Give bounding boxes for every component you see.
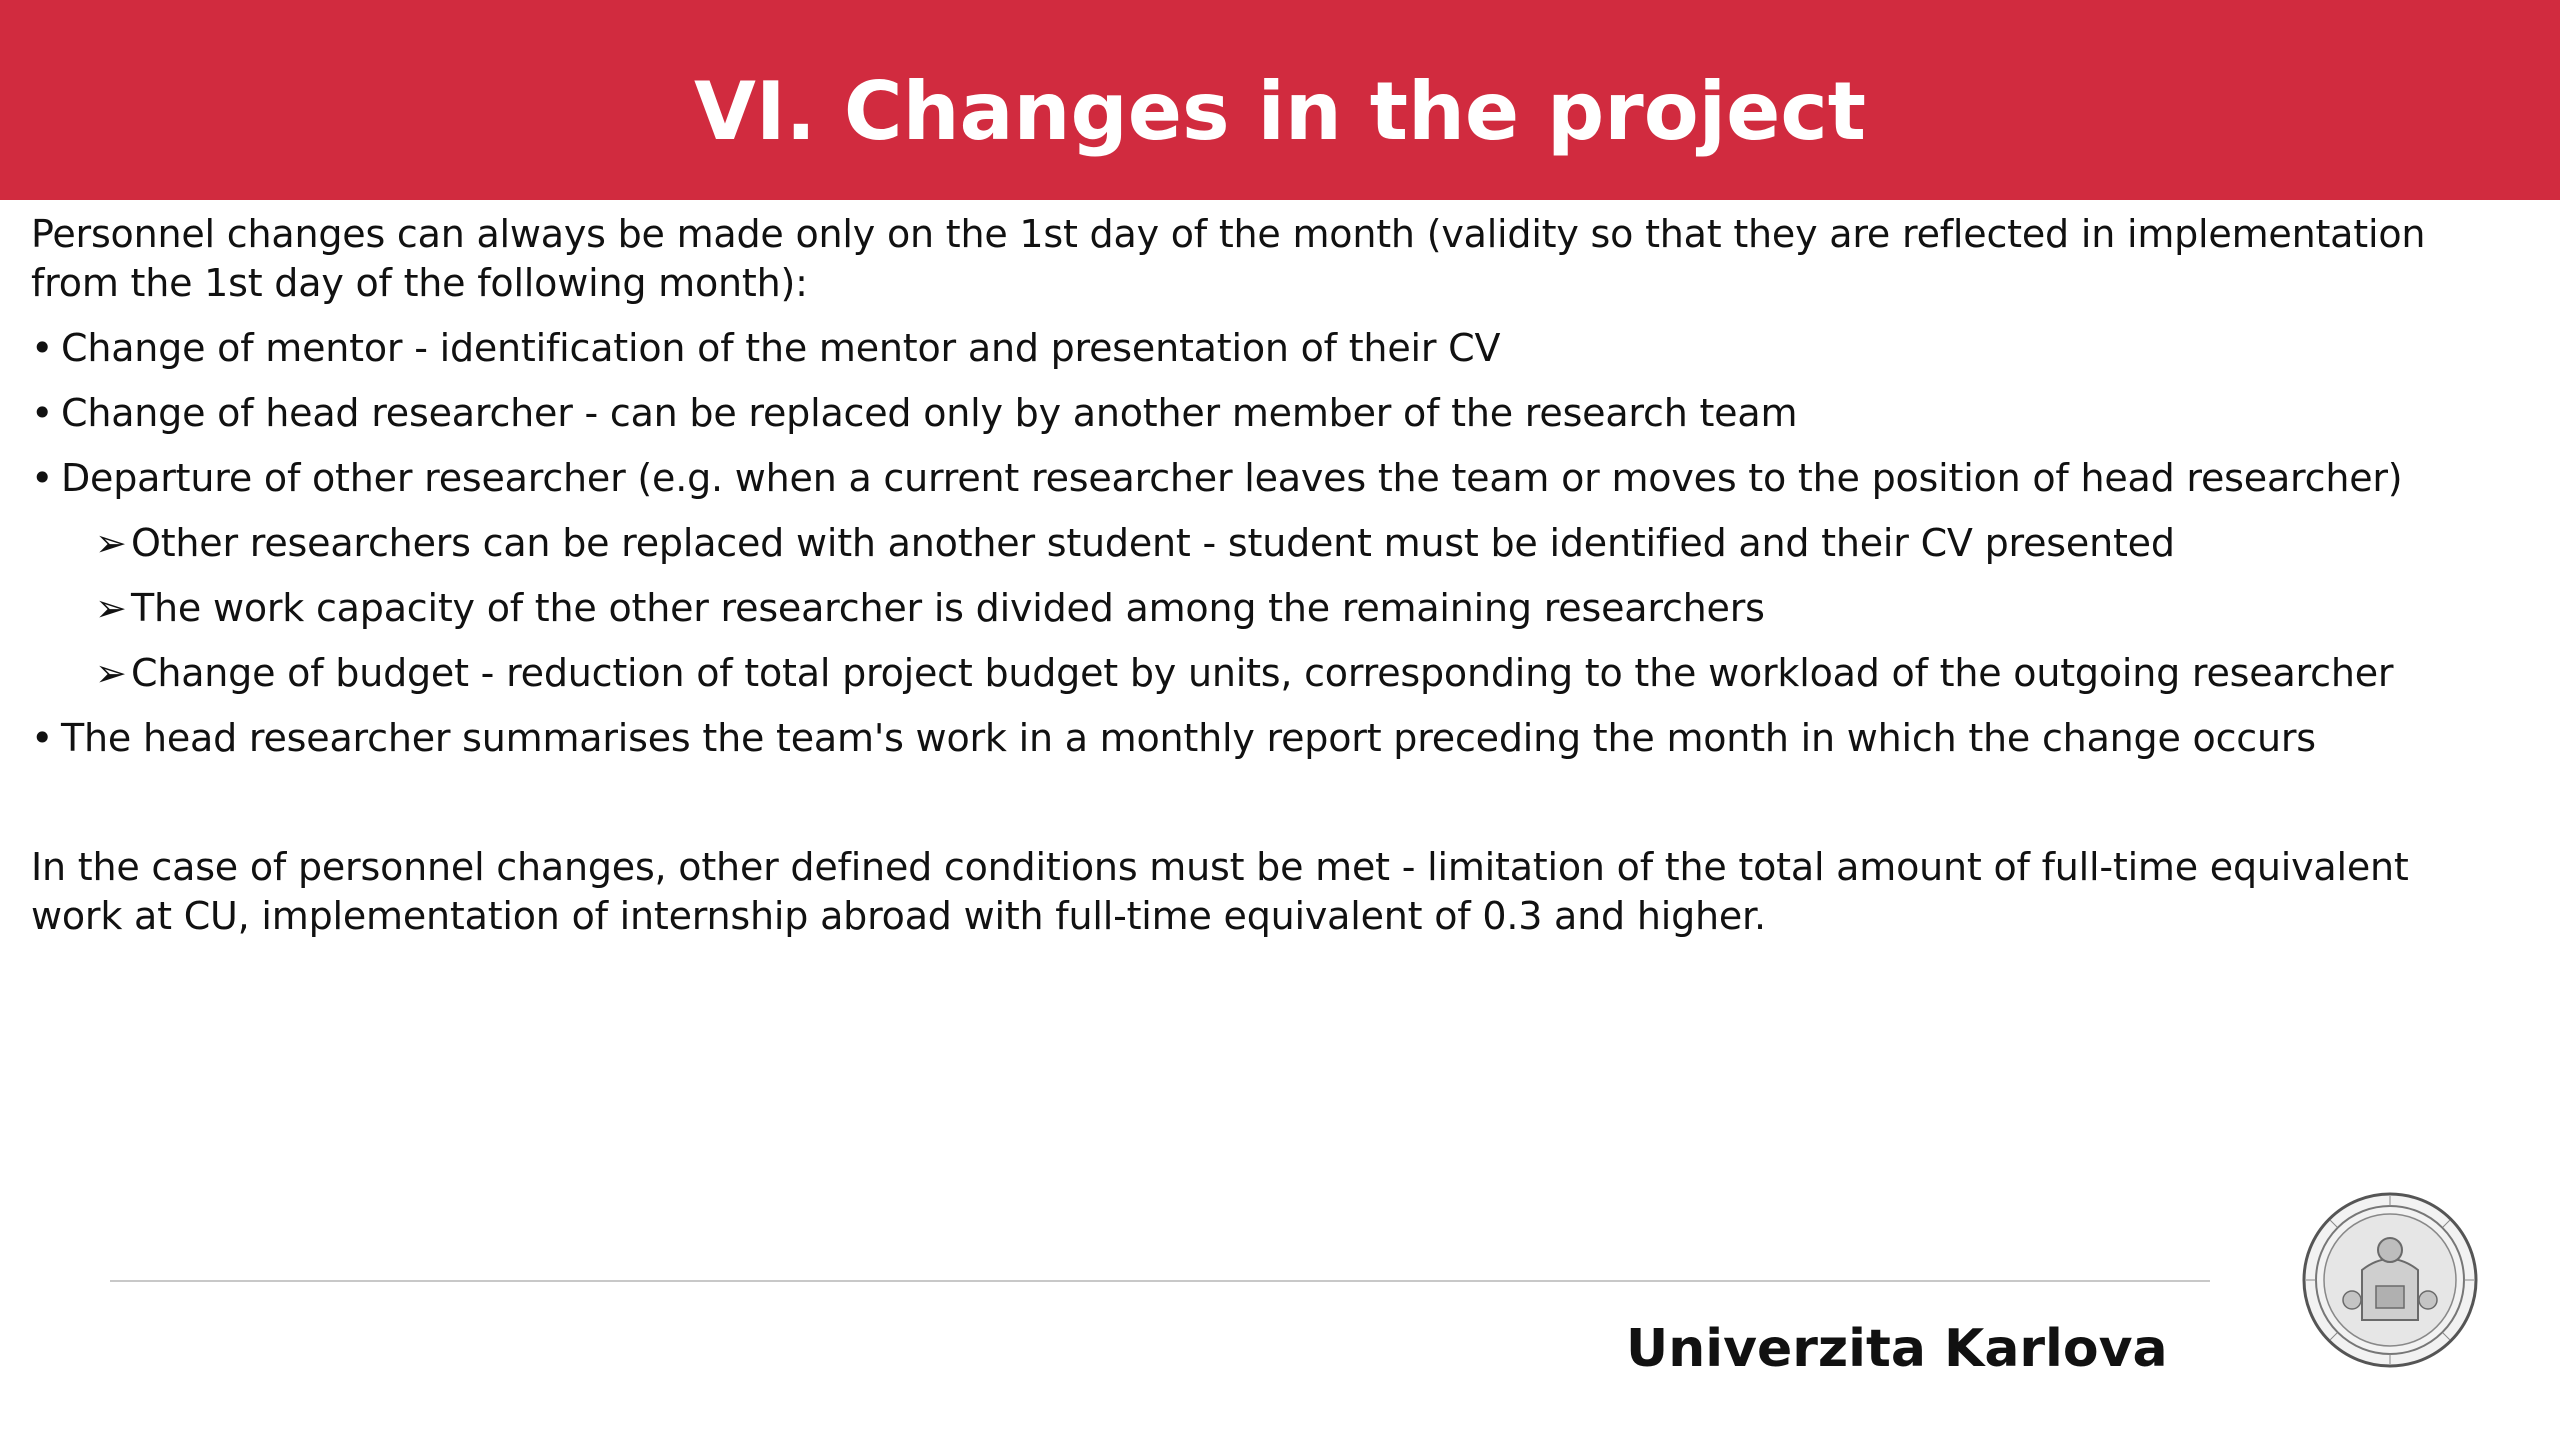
bullet-item-monthly-report: [31, 714, 2451, 763]
arrow-bullet-icon: ➢: [95, 586, 127, 630]
university-name: Univerzita Karlova: [1626, 1319, 2168, 1379]
bullet-text: Change of head researcher - can be replaced only by another member of the research team: [61, 391, 1798, 435]
closing-paragraph: In the case of personnel changes, other defined conditions must be met - limitation of the total amount of full-time equivalent work at CU, implementation of internship abroad with full-time equivalent of 0.3 and higher.: [31, 845, 2409, 938]
bullet-list: [31, 324, 2451, 763]
bullet-text: The head researcher summarises the team's work in a monthly report preceding the month in which the change occurs: [61, 716, 2316, 760]
bullet-marker: •: [31, 716, 54, 760]
bullet-marker: •: [31, 456, 54, 500]
sub-bullet-text: The work capacity of the other researcher is divided among the remaining researchers: [131, 586, 1765, 630]
bullet-marker: •: [31, 391, 54, 435]
sub-bullet-budget: [31, 649, 2451, 698]
sub-bullet-work-capacity: [31, 584, 2451, 633]
bullet-text: Departure of other researcher (e.g. when a current researcher leaves the team or moves to the position of head researcher): [61, 456, 2403, 500]
slide-title: VI. Changes in the project: [693, 65, 1867, 158]
footer-divider: [110, 1280, 2210, 1282]
bullet-item-head-researcher: [31, 389, 2451, 438]
sub-bullet-replacement: [31, 519, 2451, 568]
bullet-text: Change of mentor - identification of the mentor and presentation of their CV: [61, 326, 1501, 370]
intro-paragraph: Personnel changes can always be made only on the 1st day of the month (validity so that they are reflected in implementation from the 1st day of the following month):: [31, 212, 2426, 305]
bullet-item-mentor: [31, 324, 2451, 373]
bullet-item-departure: [31, 454, 2451, 503]
bullet-marker: •: [31, 326, 54, 370]
sub-bullet-text: Other researchers can be replaced with another student - student must be identified and their CV presented: [131, 521, 2175, 565]
arrow-bullet-icon: ➢: [95, 651, 127, 695]
arrow-bullet-icon: ➢: [95, 521, 127, 565]
slide-body: [31, 210, 2451, 941]
sub-bullet-text: Change of budget - reduction of total project budget by units, corresponding to the workload of the outgoing researcher: [131, 651, 2394, 695]
university-seal-icon: [2300, 1190, 2480, 1370]
